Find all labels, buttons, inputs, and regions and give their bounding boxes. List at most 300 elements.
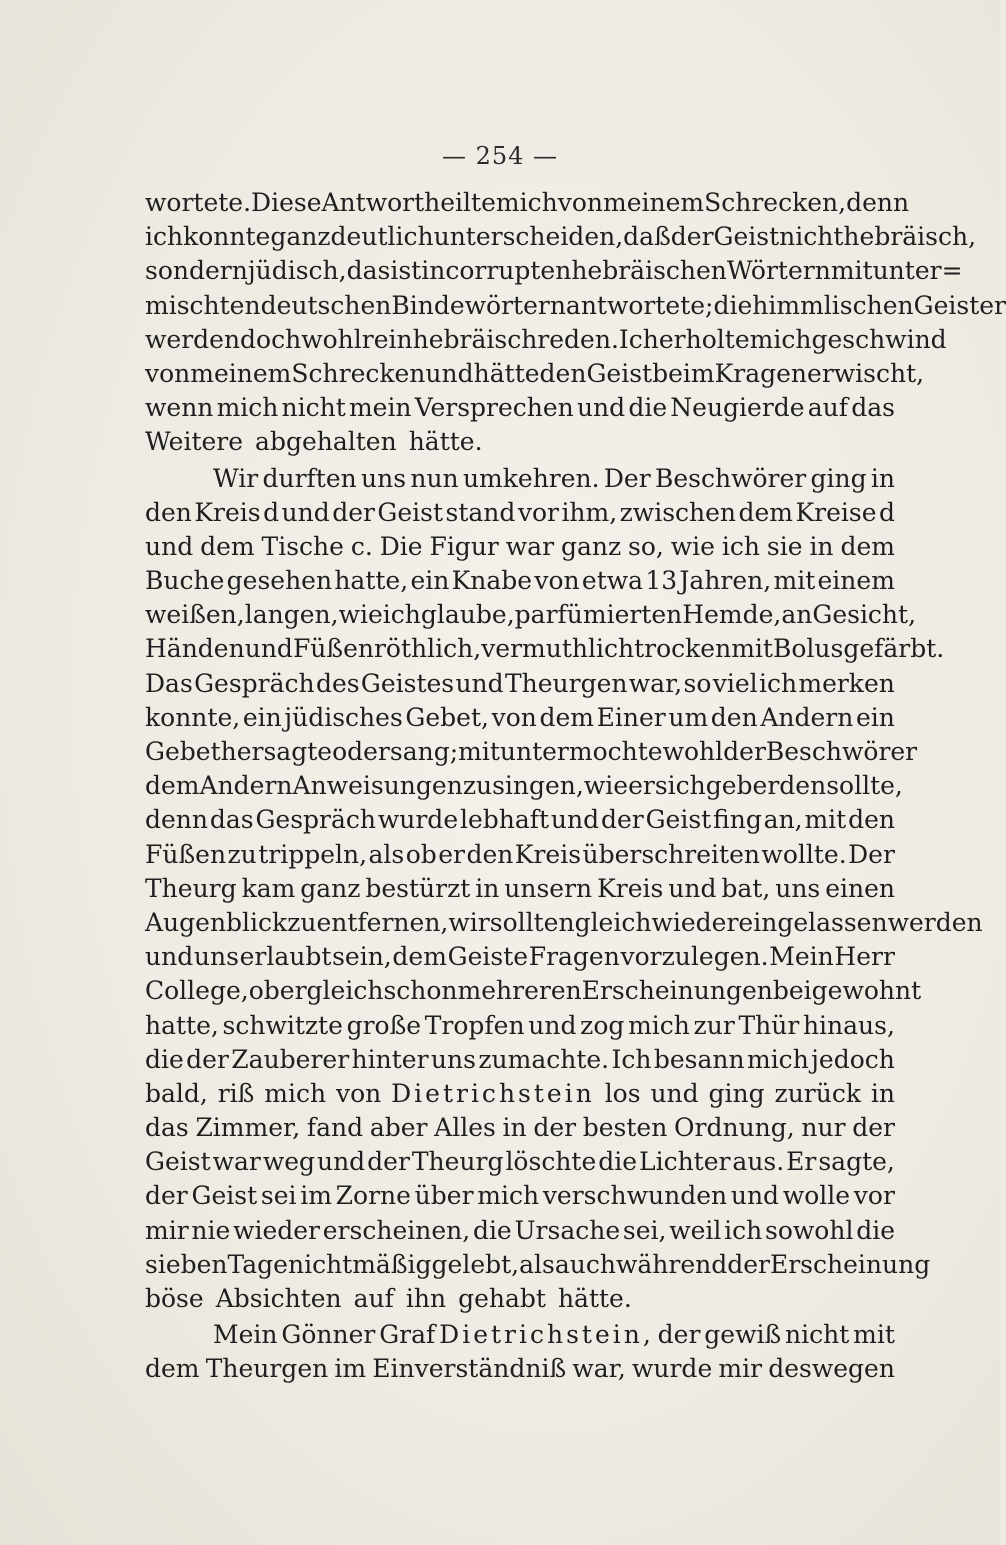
word: so xyxy=(683,668,712,698)
word: Versprechen xyxy=(414,393,574,423)
text-line xyxy=(145,600,917,634)
word: hinter xyxy=(351,1044,429,1074)
word: sieben xyxy=(145,1249,228,1279)
word: nie xyxy=(191,1215,231,1245)
word: ich xyxy=(382,600,421,630)
word: Alles xyxy=(434,1113,496,1143)
word: Geist xyxy=(713,222,780,252)
word: der xyxy=(186,1044,229,1074)
word: zurück xyxy=(774,1078,862,1108)
word: Lichter xyxy=(638,1147,731,1177)
word: durften xyxy=(262,463,357,493)
word: Gespräch xyxy=(255,805,377,835)
word: und xyxy=(145,531,194,561)
word: dem xyxy=(539,702,595,732)
text-line xyxy=(145,840,895,874)
word: mich xyxy=(749,324,812,354)
word: Graf xyxy=(379,1320,436,1350)
word: der xyxy=(332,497,375,527)
text-line xyxy=(145,1249,931,1284)
text-line xyxy=(145,874,895,908)
word: Das xyxy=(145,668,193,698)
word: einen xyxy=(825,873,895,903)
word: und xyxy=(528,1010,577,1040)
text-line xyxy=(145,464,895,498)
word: heilte xyxy=(424,188,496,217)
word: und xyxy=(668,873,717,903)
word: dem xyxy=(145,1354,200,1384)
word: erholte xyxy=(658,324,750,354)
word: ganz xyxy=(560,531,622,561)
word: mitunter xyxy=(458,737,569,766)
word: lebhaft xyxy=(459,805,550,835)
word: sang; xyxy=(389,737,459,766)
paragraph xyxy=(145,463,983,1319)
word: Erscheinung xyxy=(769,1249,931,1279)
word: Absichten xyxy=(215,1284,342,1313)
word: konnte, xyxy=(145,702,241,732)
word: Schrecken, xyxy=(704,188,847,217)
word: Gebet, xyxy=(405,702,489,732)
word: in xyxy=(870,1078,895,1108)
word: Augenblick xyxy=(145,907,288,937)
word: nicht xyxy=(287,1249,353,1279)
word: Anweisungen xyxy=(292,771,463,801)
word: auf xyxy=(353,1284,394,1313)
word: wie xyxy=(670,531,715,561)
text-line xyxy=(145,532,895,566)
word: Andern xyxy=(760,702,854,732)
word: der xyxy=(533,1113,577,1143)
word: unter= xyxy=(872,256,963,286)
word: zur xyxy=(693,1010,735,1040)
word: hebräischen xyxy=(571,256,727,286)
word: Tische xyxy=(261,531,344,561)
word: röthlich, xyxy=(373,634,482,664)
word: uns xyxy=(361,463,407,493)
word: hätte. xyxy=(408,427,483,457)
word: Fragen xyxy=(528,942,620,972)
word: Ich xyxy=(611,1044,652,1074)
word: war xyxy=(505,531,555,561)
word: auch xyxy=(554,1249,616,1279)
text-line xyxy=(145,188,910,222)
word: wohl xyxy=(301,324,362,354)
word: Zimmer, xyxy=(195,1113,301,1143)
word: Wir xyxy=(213,463,259,493)
text-line xyxy=(145,566,895,600)
word: Jahren, xyxy=(679,566,772,596)
word: wir xyxy=(448,907,490,937)
word: um xyxy=(668,702,709,732)
word: entfernen, xyxy=(316,907,449,937)
word: Herr xyxy=(834,942,895,972)
word: ich xyxy=(721,531,760,561)
word: und xyxy=(425,358,474,388)
word: aber xyxy=(369,1113,428,1143)
word: Füßen xyxy=(292,634,374,664)
word: bald, xyxy=(145,1078,208,1108)
word: der xyxy=(600,805,644,835)
text-line xyxy=(145,358,925,393)
text-line xyxy=(145,256,963,290)
word: und xyxy=(576,393,626,423)
word: beigewohnt xyxy=(772,976,922,1006)
word: werden xyxy=(145,324,241,354)
text-line xyxy=(145,1079,895,1113)
word: hätte. xyxy=(557,1284,632,1313)
word: beim xyxy=(652,358,715,388)
word: dem xyxy=(145,771,200,801)
word: denn xyxy=(145,805,209,835)
word: ein xyxy=(410,566,450,596)
word: mit xyxy=(804,805,847,835)
word: Beschwörer xyxy=(654,463,807,493)
word: Gebet xyxy=(145,737,221,766)
word: Mein xyxy=(213,1320,278,1350)
word: Neugierde xyxy=(670,393,805,423)
word: Knabe xyxy=(451,566,533,596)
word: in xyxy=(502,1113,527,1143)
word: schon xyxy=(383,976,458,1006)
text-line xyxy=(145,498,895,532)
word: ging xyxy=(810,463,867,493)
word: Tage xyxy=(227,1249,288,1279)
word: und xyxy=(650,1078,699,1108)
word: der xyxy=(145,1181,188,1211)
word: ihn xyxy=(405,1284,447,1313)
word: im xyxy=(300,1181,332,1211)
word: fing xyxy=(713,805,762,835)
word: Gesicht, xyxy=(812,600,917,630)
word: Wörtern xyxy=(726,256,831,286)
word: Ordnung, xyxy=(674,1113,795,1143)
word: wieder xyxy=(651,907,739,937)
word: erwischt, xyxy=(807,358,925,388)
word: er xyxy=(628,771,655,801)
word: Geist xyxy=(377,497,444,527)
word: Kreis xyxy=(514,839,582,869)
word: uns xyxy=(430,1044,476,1074)
word: nur xyxy=(801,1113,846,1143)
word: Händen xyxy=(145,634,245,664)
word: mich xyxy=(628,1010,690,1040)
word: wie xyxy=(338,600,383,630)
word: Ursache xyxy=(514,1215,621,1245)
word: und xyxy=(730,1181,780,1211)
word: Tropfen xyxy=(424,1010,525,1040)
word: corrupten xyxy=(445,256,572,286)
paragraph xyxy=(145,1320,895,1388)
text-line xyxy=(145,703,895,737)
word: rein xyxy=(361,324,413,354)
word: deutschen xyxy=(260,290,392,320)
word: Geist xyxy=(586,358,653,388)
word: ihm, xyxy=(561,497,618,527)
word: sagte, xyxy=(818,1147,895,1177)
text-line xyxy=(145,1147,895,1181)
word: ich xyxy=(758,668,798,698)
word: an xyxy=(781,600,813,630)
text-line xyxy=(145,290,1006,325)
word: oder xyxy=(332,737,390,766)
word: mochte xyxy=(568,737,663,766)
word: böse xyxy=(145,1284,204,1313)
text-line xyxy=(145,1354,895,1388)
word: Bolus xyxy=(772,634,844,664)
word: nicht xyxy=(281,393,346,423)
text-line xyxy=(145,1320,895,1354)
word: sich xyxy=(654,771,706,801)
text-line xyxy=(145,737,918,771)
word: dem xyxy=(738,497,794,527)
text-line xyxy=(145,427,895,461)
body-text xyxy=(145,188,1006,1389)
word: zog xyxy=(580,1010,625,1040)
word: deswegen xyxy=(768,1354,895,1384)
word: zusingen, xyxy=(462,771,584,801)
word: zumachte. xyxy=(478,1044,610,1074)
word: gleich xyxy=(574,907,652,937)
word: abgehalten xyxy=(255,427,397,457)
word: und xyxy=(316,1147,366,1177)
word: Andern xyxy=(199,771,293,801)
word: antwortete; xyxy=(565,290,714,320)
word: mit xyxy=(853,1320,895,1350)
word: Schrecken xyxy=(291,358,426,388)
word: er xyxy=(438,839,465,869)
text-line xyxy=(145,805,895,839)
word: Bindewörtern xyxy=(391,290,566,320)
word: den xyxy=(710,702,758,732)
word: als xyxy=(368,839,405,869)
word: den xyxy=(466,839,514,869)
word: ich xyxy=(724,1215,763,1245)
word: trocken xyxy=(634,634,732,664)
word: dem xyxy=(200,531,255,561)
text-line xyxy=(145,976,922,1010)
word: war xyxy=(212,1147,261,1177)
word: sollte, xyxy=(826,771,903,801)
word: Theurg xyxy=(411,1147,504,1177)
word: löschte xyxy=(505,1147,597,1177)
word: auf xyxy=(807,393,849,423)
word: nicht xyxy=(785,1320,850,1350)
word: ob xyxy=(248,976,280,1006)
word: Thür xyxy=(738,1010,800,1040)
text-line xyxy=(145,1216,895,1250)
text-line xyxy=(145,669,895,703)
word: die xyxy=(598,1147,638,1177)
word: Dietrichstein, xyxy=(439,1320,654,1350)
word: und xyxy=(550,805,600,835)
word: zwischen xyxy=(619,497,737,527)
word: daß xyxy=(623,222,671,252)
word: parfümierten xyxy=(514,600,683,630)
word: besten xyxy=(582,1113,668,1143)
word: hinaus, xyxy=(802,1010,895,1040)
text-line xyxy=(145,942,895,976)
word: den xyxy=(539,358,587,388)
word: ganz xyxy=(300,873,361,903)
word: unsern xyxy=(504,873,593,903)
word: verschwunden xyxy=(542,1181,728,1211)
word: hatte, xyxy=(145,1010,219,1040)
word: mir xyxy=(145,1215,189,1245)
word: hebräisch xyxy=(412,324,538,354)
word: mischten xyxy=(145,290,261,320)
word: Geist xyxy=(191,1181,258,1211)
word: hätte xyxy=(473,358,540,388)
text-line xyxy=(145,393,895,427)
word: doch xyxy=(240,324,302,354)
word: ein xyxy=(855,702,895,732)
word: das xyxy=(145,1113,189,1143)
word: über xyxy=(414,1181,474,1211)
word: war, xyxy=(572,1354,626,1384)
word: mich xyxy=(495,188,558,217)
word: Kragen xyxy=(714,358,808,388)
word: Figur xyxy=(429,531,499,561)
word: Weitere xyxy=(145,427,244,457)
word: bat, xyxy=(721,873,771,903)
word: mit xyxy=(731,634,773,664)
word: hebräisch, xyxy=(843,222,977,252)
word: in xyxy=(421,256,446,286)
word: zu xyxy=(287,907,317,937)
word: jedoch xyxy=(811,1044,895,1074)
word: überschreiten xyxy=(582,839,760,869)
word: der xyxy=(723,737,766,766)
word: glaube, xyxy=(420,600,515,630)
word: uns xyxy=(193,942,239,972)
word: Der xyxy=(848,839,895,869)
word: fand xyxy=(306,1113,364,1143)
text-line xyxy=(145,1045,895,1079)
word: mit xyxy=(773,566,816,596)
word: konnte xyxy=(183,222,271,252)
word: Dietrichstein xyxy=(391,1078,595,1108)
word: von xyxy=(534,566,580,596)
word: weil xyxy=(669,1215,722,1245)
word: vermuthlich xyxy=(481,634,635,664)
word: jüdisch, xyxy=(247,256,347,286)
word: mich xyxy=(746,1044,809,1074)
word: gesehen xyxy=(226,566,333,596)
word: ganz xyxy=(270,222,331,252)
word: sei xyxy=(260,1181,297,1211)
word: er xyxy=(279,976,307,1006)
word: Geist xyxy=(645,805,712,835)
word: vor xyxy=(853,1181,895,1211)
text-line xyxy=(145,771,903,805)
word: der xyxy=(852,1113,895,1143)
word: hersagte xyxy=(220,737,333,766)
word: und xyxy=(145,942,194,972)
page-number: — 254 — xyxy=(441,142,559,170)
text-line xyxy=(145,634,945,668)
word: von xyxy=(491,702,537,732)
word: etwa xyxy=(581,566,644,596)
word: sei, xyxy=(622,1215,667,1245)
word: in xyxy=(809,531,834,561)
text-line xyxy=(145,222,977,256)
word: umkehren. xyxy=(462,463,600,493)
word: mäßig xyxy=(352,1249,432,1279)
word: Der xyxy=(603,463,651,493)
word: gehabt xyxy=(458,1284,546,1313)
text-line xyxy=(145,1181,895,1215)
word: Buche xyxy=(145,566,225,596)
word: mich xyxy=(477,1181,540,1211)
word: los xyxy=(604,1078,641,1108)
word: unterscheiden, xyxy=(433,222,624,252)
word: die xyxy=(145,1044,184,1074)
word: das xyxy=(209,805,254,835)
word: College, xyxy=(145,976,249,1006)
word: Geist xyxy=(145,1147,211,1177)
word: gleich xyxy=(306,976,384,1006)
word: Zorne xyxy=(335,1181,411,1211)
word: ging xyxy=(708,1078,765,1108)
word: wortete. xyxy=(145,188,252,217)
word: von xyxy=(335,1078,382,1108)
word: sollten xyxy=(489,907,575,937)
word: merken xyxy=(798,668,895,698)
word: der xyxy=(727,1249,770,1279)
word: und xyxy=(281,497,330,527)
word: ist xyxy=(390,256,422,286)
word: trippeln, xyxy=(258,839,368,869)
word: von xyxy=(557,188,603,217)
word: erscheinen, xyxy=(322,1215,471,1245)
word: jüdisches xyxy=(284,702,403,732)
word: den xyxy=(145,497,192,527)
word: weißen, xyxy=(145,600,245,630)
word: uns xyxy=(775,873,821,903)
word: und xyxy=(244,634,293,664)
word: weg xyxy=(262,1147,316,1177)
word: vorzulegen. xyxy=(620,942,769,972)
word: nun xyxy=(410,463,459,493)
word: der xyxy=(657,1320,701,1350)
word: wenn xyxy=(145,393,214,423)
word: Theurgen xyxy=(504,668,628,698)
word: zu xyxy=(227,839,257,869)
word: Diese xyxy=(251,188,322,217)
word: geschwind xyxy=(811,324,947,354)
word: ich xyxy=(145,222,184,252)
word: d xyxy=(878,497,895,527)
word: wurde xyxy=(377,805,459,835)
word: den xyxy=(848,805,895,835)
word: Gönner xyxy=(281,1320,376,1350)
word: eingelassen xyxy=(738,907,888,937)
text-line xyxy=(145,907,983,942)
word: mit xyxy=(830,256,873,286)
text-line xyxy=(145,324,947,359)
word: mehreren xyxy=(457,976,582,1006)
word: himmlischen xyxy=(752,290,914,320)
word: meinem xyxy=(602,188,705,217)
word: mich xyxy=(264,1078,327,1108)
word: Gespräch xyxy=(194,668,315,698)
word: die xyxy=(856,1215,895,1245)
word: hatte, xyxy=(334,566,409,596)
word: Ich xyxy=(618,324,659,354)
word: denn xyxy=(846,188,910,217)
word: schwitzte xyxy=(222,1010,343,1040)
